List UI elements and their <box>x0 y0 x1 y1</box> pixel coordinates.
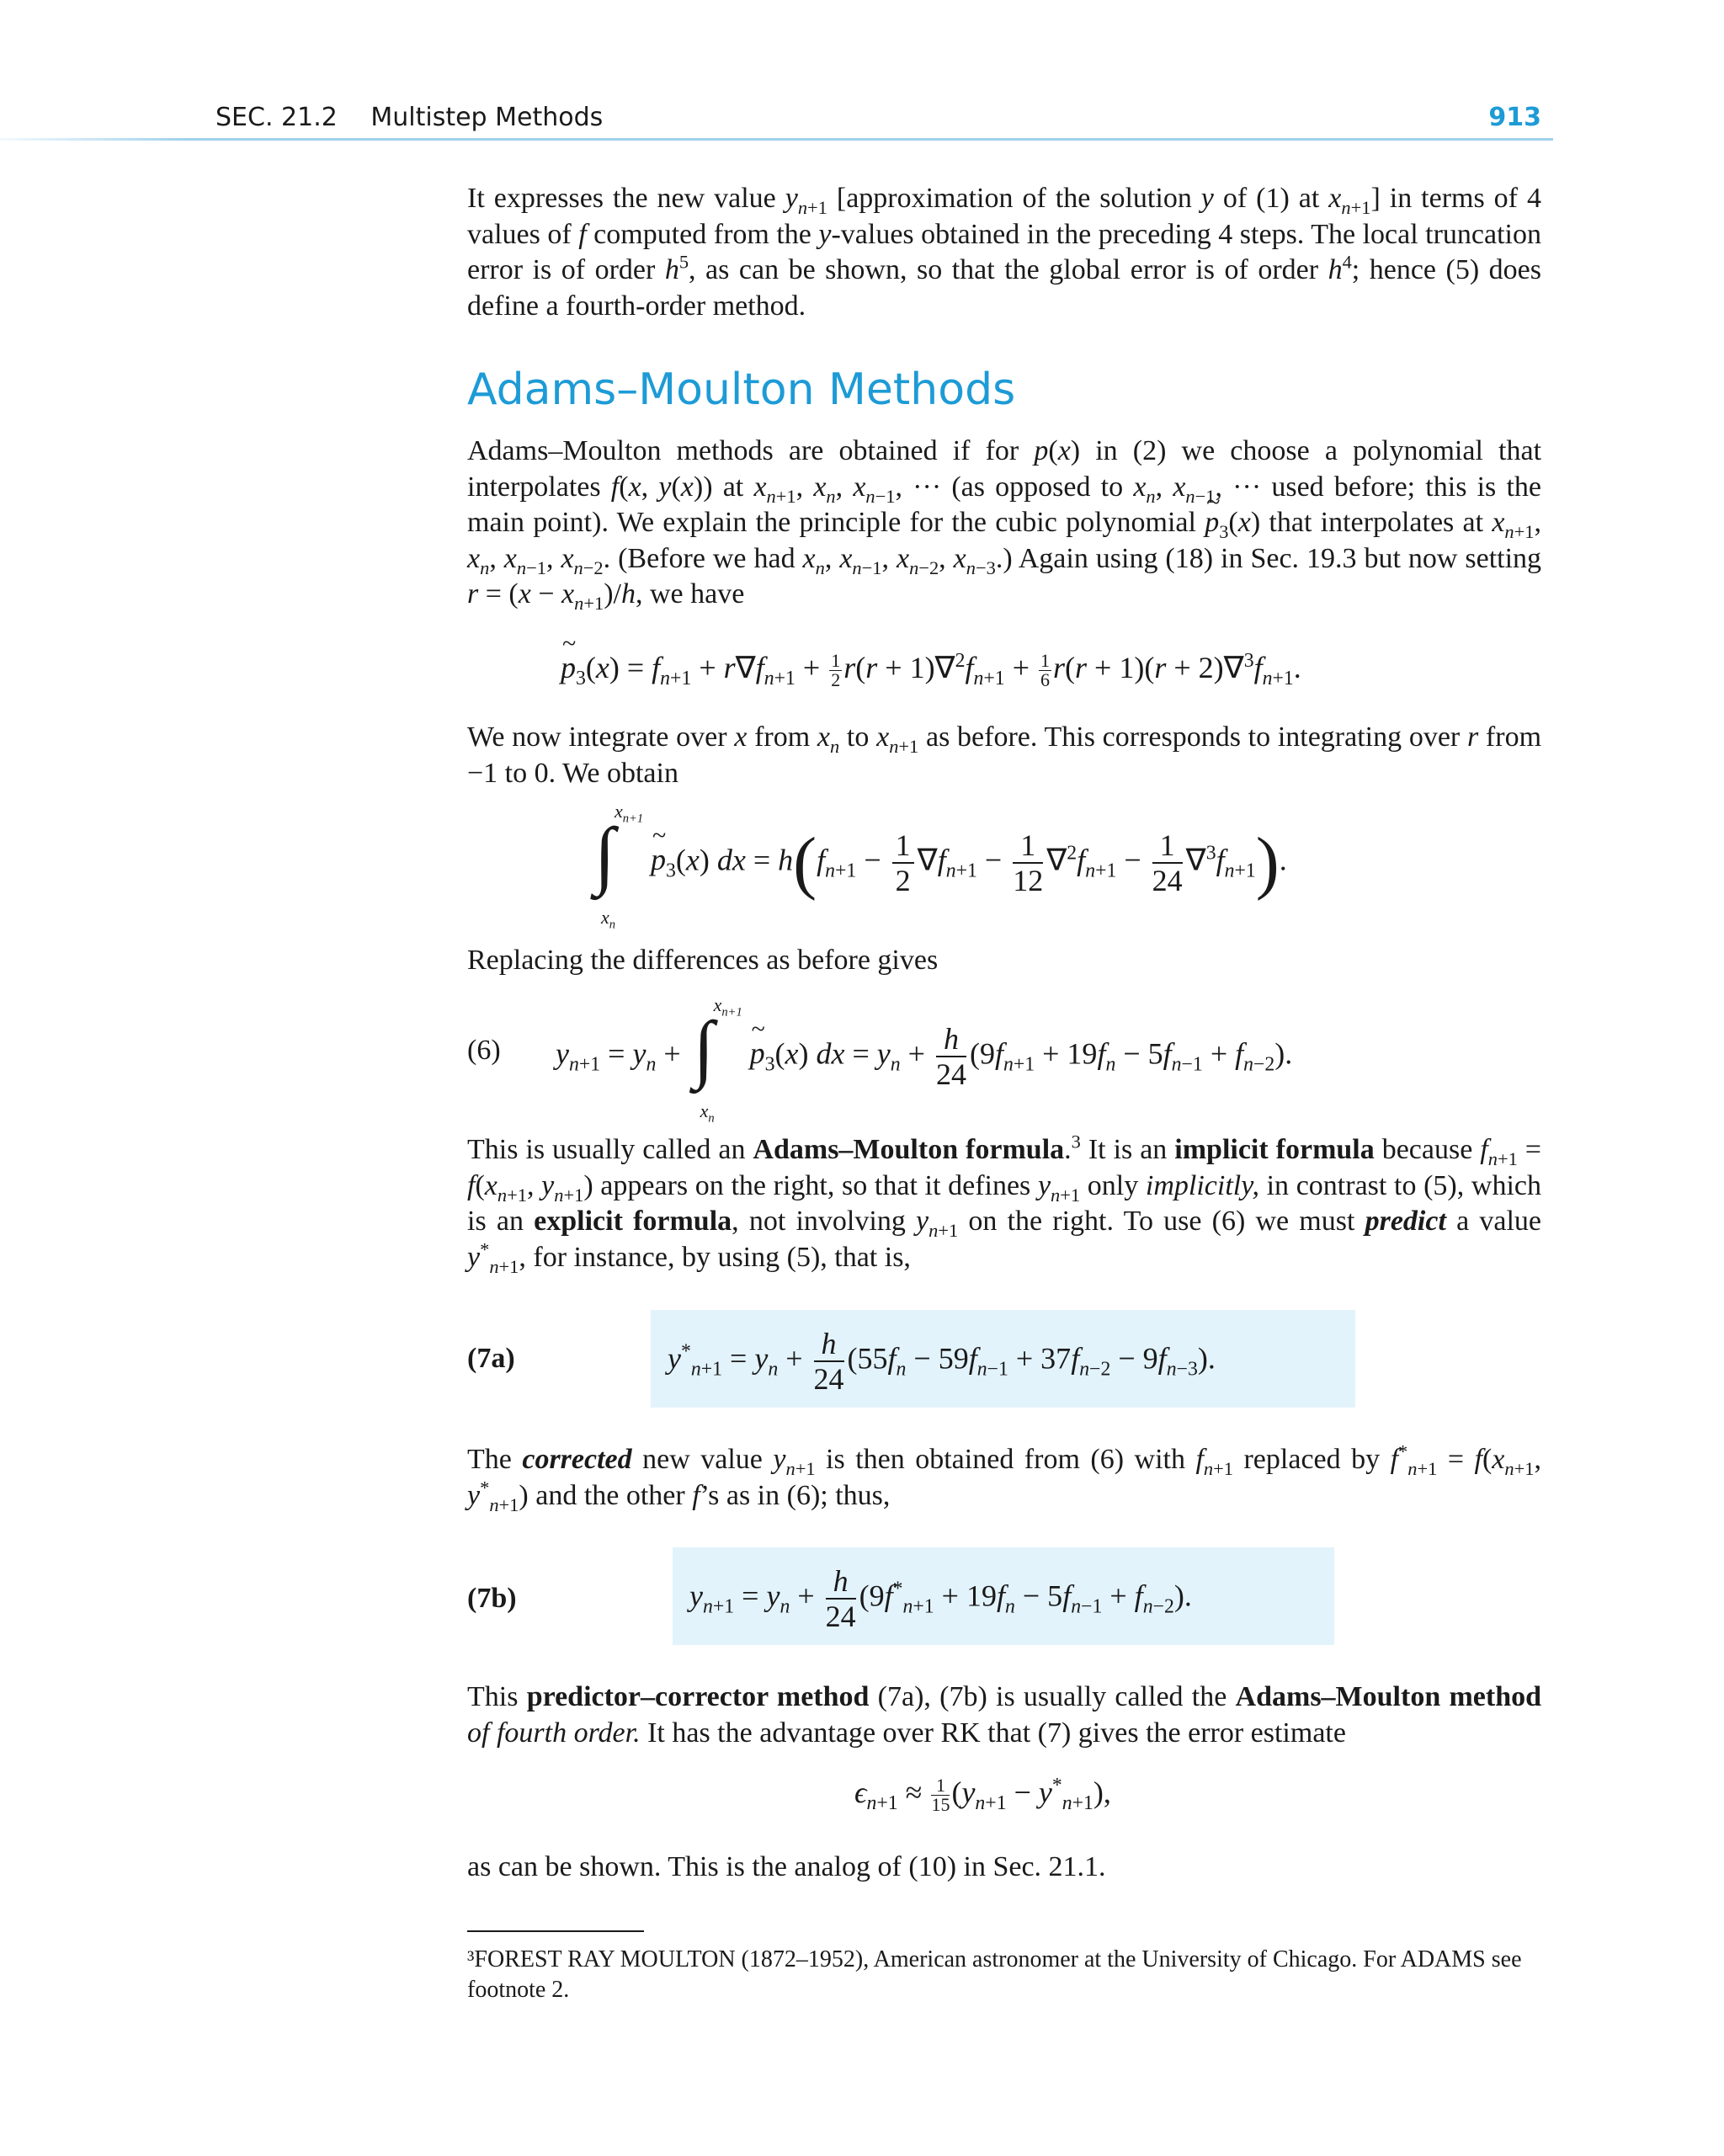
paragraph-intro: It expresses the new value $y_{n+1}$ [approximation of the solution y of (1) at $x_{n+1}$] in terms of 4 values of f computed from the y-values obtained in the preceding 4 steps. The local truncation error is of order $h^5$, as can be shown, so that the global error is of order $h^4$; hence (5) does define a fourth-order method. <box>467 183 1541 322</box>
footnote: ³FOREST RAY MOULTON (1872–1952), American astronomer at the University of Chicago. For ADAMS see footnote 2. <box>467 1946 1522 2003</box>
paragraph-analog: as can be shown. This is the analog of (10) in Sec. 21.1. <box>467 1851 1106 1882</box>
section-number: SEC. 21.2 <box>216 103 338 132</box>
equation-integral: ∫ $x_{n+1}$ $x_n$ ~ $p_3(x)$ dx = $h(f_{n+1}$ − $\frac{1}{2}$ $\nabla f_{n+1}$ − $\frac{1}{12}$ $\nabla^2f_{n+1}$ − $\frac{1}{24}$ $\nabla^3f_{n+1}$). <box>589 821 1287 905</box>
paragraph-integrate: We now integrate over x from $x_n$ to $x_{n+1}$ as before. This corresponds to integrating over r from −1 to 0. We obtain <box>467 721 1542 789</box>
running-header <box>216 103 603 132</box>
equation-number-7b: (7b) <box>467 1583 517 1614</box>
paragraph-replacing: Replacing the differences as before gives <box>467 945 939 976</box>
predictor-box <box>651 1310 1355 1408</box>
page-number: 913 <box>1488 103 1541 132</box>
equation-6-adams-moulton-formula: $y_{n+1} = y_n$ + ∫ $x_{n+1}$ $x_n$ ~ $p_3(x)$ dx = $y_n$ + $\frac{h}{24}$ $(9f_{n+1} + 19f_n - 5f_{n-1} + f_{n-2})$. <box>556 1014 1292 1099</box>
paragraph-adams-moulton: Adams–Moulton methods are obtained if for p(x) in (2) we choose a polynomial that interpolates f(x, y(x)) at $x_{n+1}$, $x_n$, $x_{n-1}$, ··· (as opposed to $x_n$, $x_{n-1}$, ··· used before; this is the main point). We explain the principle for the cubic polynomial ~ $p_3(x)$ that interpolates at $x_{n+1}$, $x_n$, $x_{n-1}$, $x_{n-2}$. (Before we had $x_n$, $x_{n-1}$, $x_{n-2}$, $x_{n-3}$.) Again using (18) in Sec. 19.3 but now setting $r = (x - x_{n+1})/h$, we have <box>467 434 1541 613</box>
equation-number-7a: (7a) <box>467 1343 515 1374</box>
equation-number-6: (6) <box>467 1035 501 1066</box>
section-heading: Adams–Moulton Methods <box>467 365 1016 415</box>
header-rule <box>0 138 1553 141</box>
section-title: Multistep Methods <box>370 103 604 132</box>
paragraph-corrected: The corrected new value $y_{n+1}$ is then obtained from (6) with $f_{n+1}$ replaced by $f^*_{n+1} = f(x_{n+1}$, $y^*_{n+1}$) and the other f’s as in (6); thus, <box>467 1440 1541 1515</box>
equation-7a-predictor: $y^*_{n+1} = y_n$ + $\frac{h}{24}$ $(55f_n - 59f_{n-1} + 37f_{n-2} - 9f_{n-3})$. <box>668 1327 1216 1396</box>
paragraph-predictor-corrector: This predictor–corrector method (7a), (7b) is usually called the Adams–Moulton method of fourth order. It has the advantage over RK that (7) gives the error estimate <box>467 1681 1542 1749</box>
equation-interpolating-polynomial: ~ $p_3(x) = f_{n+1} + r\nabla f_{n+1}$ + $\frac{1}{2}$ $r(r + 1)\nabla^2f_{n+1}$ + $\frac{1}{6}$ $r(r + 1)(r + 2)\nabla^3f_{n+1}$. <box>561 650 1301 689</box>
equation-7b-corrector: $y_{n+1} = y_n$ + $\frac{h}{24}$ $(9f^*_{n+1} + 19f_n - 5f_{n-1} + f_{n-2})$. <box>689 1564 1192 1633</box>
corrector-box <box>673 1547 1334 1645</box>
footnote-rule <box>467 1930 644 1932</box>
equation-error-estimate: $\epsilon_{n+1}$ ≈ $\frac{1}{15}$ $(y_{n+1} - y^*_{n+1})$, <box>854 1775 1111 1816</box>
paragraph-implicit-formula: This is usually called an Adams–Moulton formula.$^3$ It is an implicit formula because $f_{n+1} = f(x_{n+1}$, $y_{n+1}$) appears on the right, so that it defines $y_{n+1}$ only implicitly, in contrast to (5), which is an explicit formula, not involving $y_{n+1}$ on the right. To use (6) we must predict a value $y^*_{n+1}$, for instance, by using (5), that is, <box>467 1131 1542 1277</box>
